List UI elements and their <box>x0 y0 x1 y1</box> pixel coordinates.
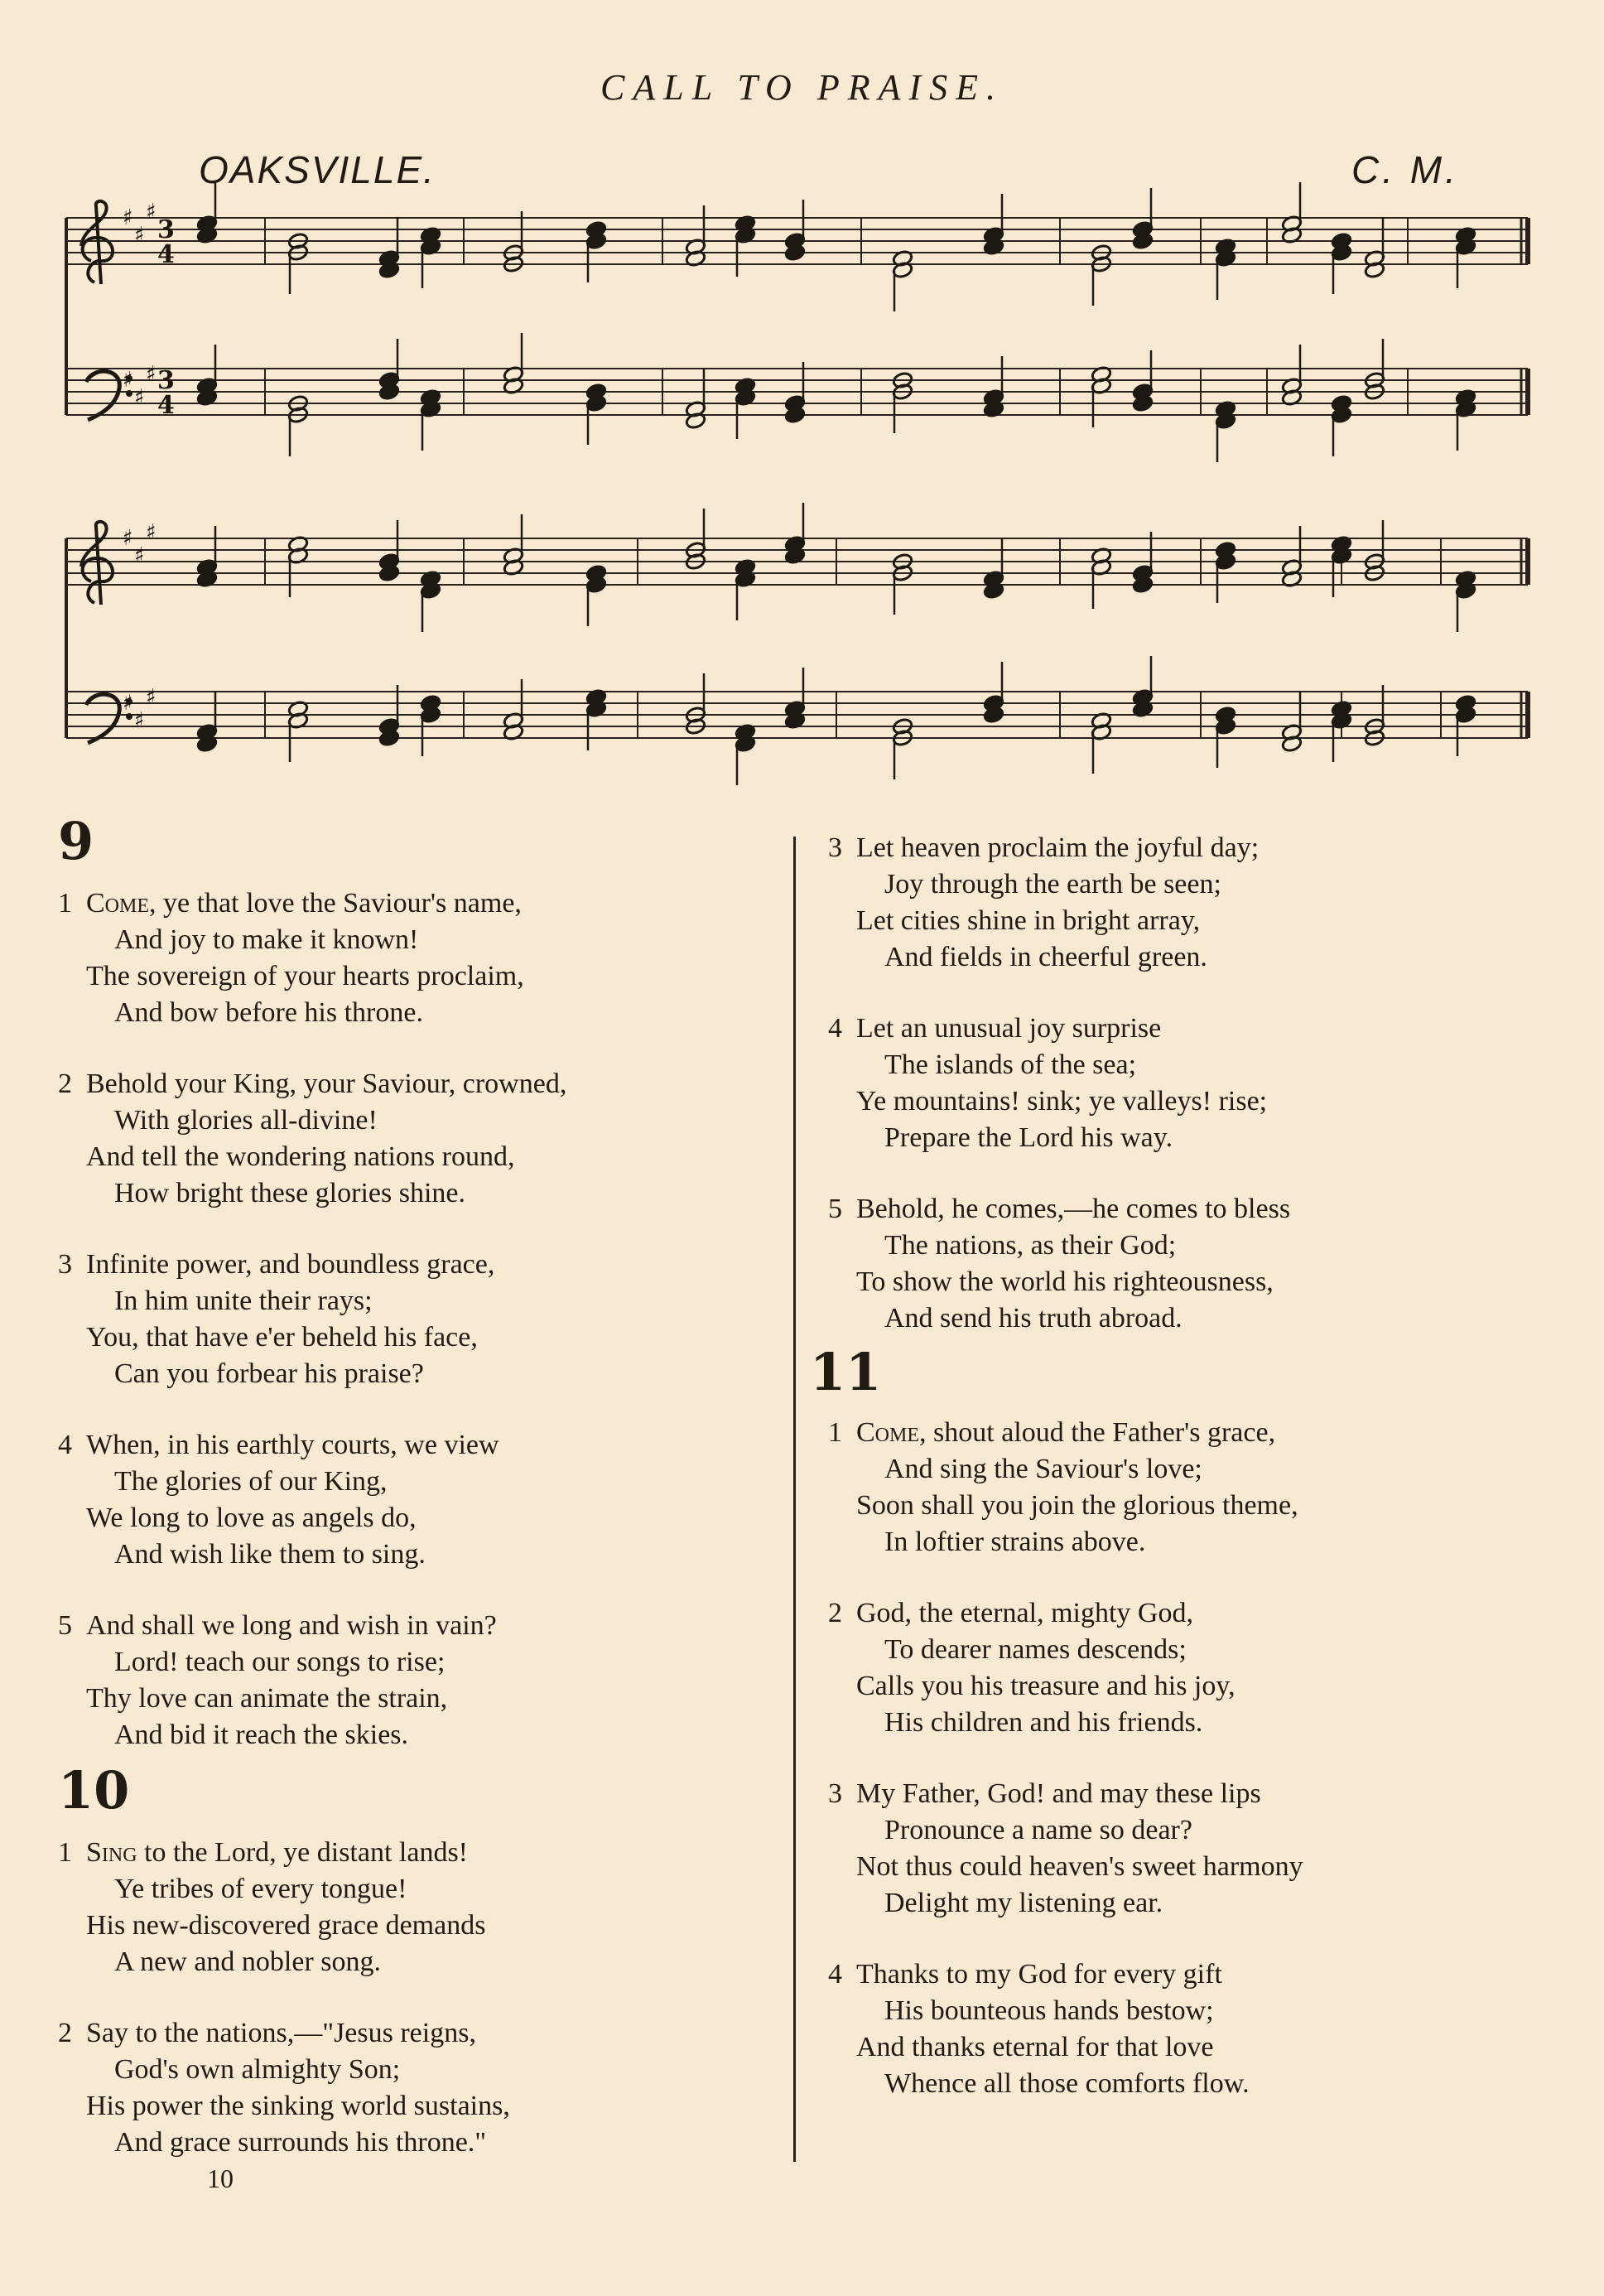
stanza-line <box>828 1595 1573 1632</box>
line-text: When, in his earthly courts, we view <box>86 1430 499 1460</box>
stanza-line <box>828 2029 1573 2066</box>
verse-number: 5 <box>828 1194 842 1224</box>
stanza-line <box>828 1993 1573 2029</box>
line-text: My Father, God! and may these lips <box>856 1778 1261 1809</box>
stanza-line <box>828 1776 1573 1812</box>
line-text: His power the sinking world sustains, <box>86 2091 510 2121</box>
stanza-line <box>828 1047 1573 1083</box>
line-text: The nations, as their God; <box>884 1230 1177 1261</box>
line-text: And joy to make it known! <box>114 924 419 955</box>
svg-text:4: 4 <box>157 391 175 420</box>
stanza-line <box>828 1415 1573 1451</box>
line-text: How bright these glories shine. <box>114 1178 465 1208</box>
svg-text:♯: ♯ <box>134 708 145 733</box>
meter-label: C. M. <box>1351 148 1459 191</box>
line-text: And bow before his throne. <box>114 997 423 1028</box>
line-text: And wish like them to sing. <box>114 1539 426 1570</box>
stanza-line <box>828 903 1573 939</box>
line-text: The glories of our King, <box>114 1466 388 1497</box>
line-text: God's own almighty Son; <box>114 2054 401 2085</box>
line-text: In loftier strains above. <box>884 1527 1146 1557</box>
line-text: We long to love as angels do, <box>86 1503 417 1533</box>
svg-text:♯: ♯ <box>134 385 145 410</box>
line-text: Let cities shine in bright array, <box>856 905 1201 936</box>
stanza-line <box>58 1644 787 1681</box>
stanza-line <box>828 1885 1573 1922</box>
hymn-number-9: 9 <box>58 811 94 871</box>
stanza-line <box>58 1464 787 1500</box>
stanza-line <box>58 995 787 1031</box>
line-text: And fields in cheerful green. <box>884 942 1207 972</box>
verse-first-word: Come, <box>86 888 157 919</box>
verse-number: 4 <box>828 1959 842 1990</box>
stanza-line <box>58 1871 787 1908</box>
stanza <box>828 1595 1573 1741</box>
stanza-line <box>58 1427 787 1464</box>
line-text: His bounteous hands bestow; <box>884 1995 1214 2026</box>
line-text: With glories all-divine! <box>114 1105 378 1136</box>
stanza-line <box>828 1120 1573 1156</box>
line-text: Whence all those comforts flow. <box>884 2068 1250 2099</box>
verse-number: 2 <box>58 1068 72 1099</box>
line-text: The islands of the sea; <box>884 1049 1137 1080</box>
stanza-line <box>828 1191 1573 1228</box>
music-score <box>0 0 1604 828</box>
stanza <box>58 885 787 1031</box>
line-text: Behold your King, your Saviour, crowned, <box>86 1068 567 1099</box>
svg-text:4: 4 <box>157 240 175 269</box>
stanza <box>828 830 1573 976</box>
line-text: And sing the Saviour's love; <box>884 1454 1202 1484</box>
page-number: 10 <box>207 2163 234 2193</box>
line-text: Joy through the earth be seen; <box>884 869 1221 900</box>
stanza-line <box>828 1812 1573 1849</box>
stanza-line <box>58 1102 787 1139</box>
hymn-9-verses <box>58 885 787 1753</box>
line-text: His new-discovered grace demands <box>86 1910 486 1941</box>
stanza-line <box>828 1524 1573 1560</box>
hymn-10-verses-right <box>828 830 1573 1337</box>
verse-number: 5 <box>58 1610 72 1641</box>
line-text: And bid it reach the skies. <box>114 1720 409 1750</box>
line-text: To dearer names descends; <box>884 1634 1187 1665</box>
stanza <box>58 1247 787 1392</box>
stanza-line <box>58 1356 787 1392</box>
right-column <box>810 830 1573 2102</box>
stanza-line <box>828 1849 1573 1885</box>
stanza-line <box>828 1228 1573 1264</box>
line-text: Ye mountains! sink; ye valleys! rise; <box>856 1086 1268 1117</box>
stanza-line <box>58 2052 787 2088</box>
line-text: The sovereign of your hearts proclaim, <box>86 961 524 991</box>
line-text: And grace surrounds his throne." <box>114 2127 487 2158</box>
verse-number: 3 <box>58 1249 72 1280</box>
line-text: Ye tribes of every tongue! <box>114 1874 407 1904</box>
stanza-line <box>828 1083 1573 1120</box>
stanza <box>828 1776 1573 1922</box>
stanza-line <box>828 830 1573 866</box>
stanza-line <box>828 1488 1573 1524</box>
line-text: Infinite power, and boundless grace, <box>86 1249 495 1280</box>
line-text: Let heaven proclaim the joyful day; <box>856 832 1260 863</box>
line-text: To show the world his righteousness, <box>856 1266 1274 1297</box>
stanza <box>58 1427 787 1573</box>
stanza-line <box>828 1632 1573 1668</box>
svg-text:♯: ♯ <box>123 526 133 551</box>
stanza <box>58 2015 787 2161</box>
line-text: Let an unusual joy surprise <box>856 1013 1162 1044</box>
stanza-line <box>58 2125 787 2161</box>
svg-text:♯: ♯ <box>146 685 157 710</box>
stanza-line <box>58 1247 787 1283</box>
stanza-line <box>828 2066 1573 2102</box>
svg-text:♯: ♯ <box>146 200 157 224</box>
stanza <box>58 1066 787 1212</box>
tune-name: OAKSVILLE. <box>199 148 436 191</box>
line-text: God, the eternal, mighty God, <box>856 1598 1193 1628</box>
stanza-line <box>58 1908 787 1944</box>
svg-text:♯: ♯ <box>146 520 157 545</box>
stanza <box>58 1608 787 1753</box>
hymn-11-verses <box>828 1415 1573 2102</box>
stanza <box>828 1415 1573 1560</box>
stanza-line <box>828 1300 1573 1337</box>
stanza-line <box>828 1705 1573 1741</box>
line-text: And send his truth abroad. <box>884 1303 1183 1334</box>
verse-number: 4 <box>828 1013 842 1044</box>
stanza-line <box>58 1066 787 1102</box>
line-text: Not thus could heaven's sweet harmony <box>856 1851 1303 1882</box>
stanza-line <box>828 1668 1573 1705</box>
stanza-line <box>828 939 1573 976</box>
svg-text:♯: ♯ <box>134 543 145 568</box>
verse-number: 1 <box>58 888 72 919</box>
stanza <box>828 1011 1573 1156</box>
stanza-line <box>828 866 1573 903</box>
stanza-line <box>58 1175 787 1212</box>
line-text: Lord! teach our songs to rise; <box>114 1647 446 1677</box>
svg-text:♯: ♯ <box>134 223 145 248</box>
line-text: to the Lord, ye distant lands! <box>137 1837 468 1868</box>
stanza-line <box>58 1608 787 1644</box>
verse-number: 1 <box>828 1417 842 1448</box>
line-text: Prepare the Lord his way. <box>884 1122 1173 1153</box>
svg-text:♯: ♯ <box>146 362 157 387</box>
stanza-line <box>828 1264 1573 1300</box>
stanza-line <box>58 922 787 958</box>
hymn-10-verses-left <box>58 1835 787 2161</box>
stanza <box>58 1835 787 1980</box>
line-text: Can you forbear his praise? <box>114 1358 424 1389</box>
verse-first-word: Sing <box>86 1837 137 1868</box>
stanza-line <box>58 1944 787 1980</box>
line-text: Say to the nations,—"Jesus reigns, <box>86 2018 476 2048</box>
verse-number: 4 <box>58 1430 72 1460</box>
stanza <box>828 1191 1573 1337</box>
stanza-line <box>58 2015 787 2052</box>
svg-text:3: 3 <box>157 366 175 395</box>
line-text: His children and his friends. <box>884 1707 1203 1738</box>
column-divider <box>793 837 796 2162</box>
line-text: Thy love can animate the strain, <box>86 1683 448 1714</box>
line-text: A new and nobler song. <box>114 1946 382 1977</box>
stanza-line <box>828 1011 1573 1047</box>
stanza-line <box>58 1717 787 1753</box>
stanza-line <box>58 1835 787 1871</box>
hymn-number-11: 11 <box>810 1342 882 1402</box>
stanza-line <box>58 1536 787 1573</box>
line-text: Delight my listening ear. <box>884 1888 1163 1918</box>
verse-number: 2 <box>58 2018 72 2048</box>
svg-text:♯: ♯ <box>123 368 133 393</box>
svg-text:♯: ♯ <box>123 691 133 716</box>
stanza-line <box>58 1139 787 1175</box>
line-text: Behold, he comes,—he comes to bless <box>856 1194 1291 1224</box>
verse-number: 3 <box>828 832 842 863</box>
line-text: ye that love the Saviour's name, <box>156 888 522 919</box>
line-text: And tell the wondering nations round, <box>86 1141 515 1172</box>
stanza-line <box>58 1283 787 1319</box>
line-text: shout aloud the Father's grace, <box>926 1417 1276 1448</box>
line-text: Pronounce a name so dear? <box>884 1815 1192 1845</box>
line-text: And shall we long and wish in vain? <box>86 1610 497 1641</box>
line-text: Calls you his treasure and his joy, <box>856 1671 1236 1701</box>
line-text: You, that have e'er beheld his face, <box>86 1322 478 1353</box>
stanza-line <box>58 1319 787 1356</box>
svg-text:3: 3 <box>157 215 175 244</box>
hymn-number-10: 10 <box>58 1760 130 1821</box>
stanza-line <box>58 958 787 995</box>
verse-number: 2 <box>828 1598 842 1628</box>
line-text: Thanks to my God for every gift <box>856 1959 1222 1990</box>
left-column <box>58 811 787 2161</box>
stanza-line <box>828 1451 1573 1488</box>
stanza-line <box>58 1500 787 1536</box>
stanza-line <box>58 885 787 922</box>
verse-number: 1 <box>58 1837 72 1868</box>
verse-number: 3 <box>828 1778 842 1809</box>
stanza-line <box>828 1956 1573 1993</box>
line-text: And thanks eternal for that love <box>856 2032 1214 2062</box>
line-text: Soon shall you join the glorious theme, <box>856 1490 1298 1521</box>
svg-text:♯: ♯ <box>123 205 133 230</box>
line-text: In him unite their rays; <box>114 1285 373 1316</box>
verse-first-word: Come, <box>856 1417 927 1448</box>
stanza-line <box>58 1681 787 1717</box>
section-title: CALL TO PRAISE. <box>600 67 1004 108</box>
stanza <box>828 1956 1573 2102</box>
stanza-line <box>58 2088 787 2125</box>
